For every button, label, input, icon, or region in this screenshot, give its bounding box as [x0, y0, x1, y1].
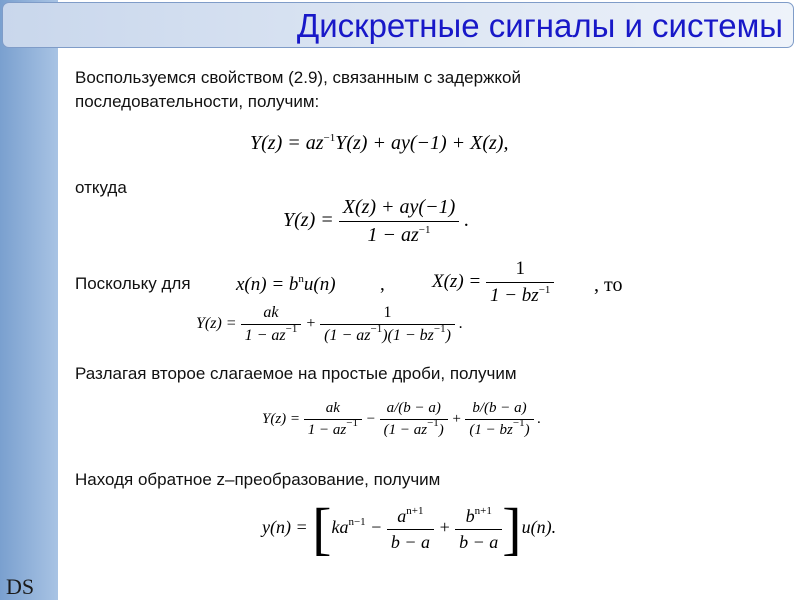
paragraph-4: Разлагая второе слагаемое на простые дроби, получим [75, 364, 517, 383]
ds-logo-label: DS [6, 574, 35, 599]
formula-2: Y(z) = $\frac{X(z) + ay(-1)}{1 - az^{-1}}$ . [283, 196, 470, 246]
paragraph-1-line-2: последовательности, получим: [75, 92, 320, 111]
paragraph-2: откуда [75, 178, 127, 197]
formula-6: $y(n) = [ka^{n-1}$ − $\frac{a^{n+1}}{b - a}$ + $\frac{b^{n+1}}{b - a}$ ]u(n). [262, 496, 557, 561]
formula-5: Y(z) = $\frac{ak}{1 - az^{-1}}$ − $\frac{a/(b - a)}{(1 - az^{-1})}$ + $\frac{b/(b - a)}{(1 - bz^{-1})}$ . [262, 400, 542, 438]
slide-title: Дискретные сигналы и системы [296, 7, 783, 44]
left-sidebar [0, 0, 58, 600]
formula-3b: X(z) = $\frac{1}{1 - bz^{-1}}$ [432, 258, 554, 307]
paragraph-3: Поскольку для [75, 274, 191, 293]
paragraph-5: Находя обратное z–преобразование, получим [75, 470, 441, 489]
title-bar [2, 2, 794, 48]
paragraph-1 [75, 66, 521, 114]
formula-1: $Y(z) = az^{-1}Y(z) + ay(-1) + X(z)$, [250, 132, 509, 154]
formula-3a: $x(n) = b^nu(n)$ [236, 273, 336, 295]
paragraph-3-to: , то [594, 274, 623, 296]
formula-4: Y(z) = $\frac{ak}{1 - az^{-1}}$ + $\frac{1}{(1 - az^{-1})(1 - bz^{-1})}$ . [196, 304, 463, 344]
paragraph-3-comma: , [380, 274, 385, 295]
paragraph-1-line-1: Воспользуемся свойством (2.9), связанным с задержкой [75, 68, 521, 87]
